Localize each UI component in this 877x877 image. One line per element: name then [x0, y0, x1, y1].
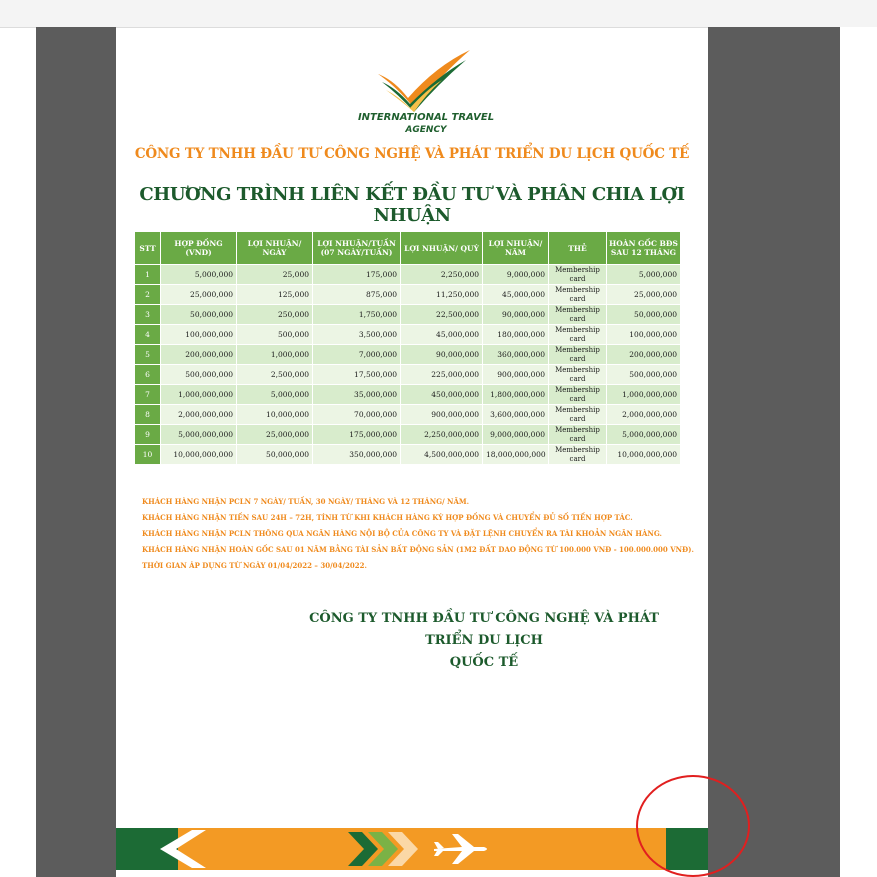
cell-profit-quarter: 4,500,000,000	[401, 445, 483, 465]
cell-card: Membership card	[549, 325, 607, 345]
cell-profit-day: 125,000	[237, 285, 313, 305]
note-line: THỜI GIAN ÁP DỤNG TỪ NGÀY 01/04/2022 – 30/04/2022.	[142, 561, 367, 570]
cell-profit-week: 3,500,000	[313, 325, 401, 345]
cell-contract: 5,000,000,000	[161, 425, 237, 445]
cell-profit-week: 70,000,000	[313, 405, 401, 425]
cell-stt: 4	[135, 325, 161, 345]
cell-contract: 1,000,000,000	[161, 385, 237, 405]
footer-banner	[116, 828, 708, 870]
cell-refund: 2,000,000,000	[607, 405, 681, 425]
cell-contract: 100,000,000	[161, 325, 237, 345]
cell-profit-quarter: 22,500,000	[401, 305, 483, 325]
cell-stt: 2	[135, 285, 161, 305]
cell-refund: 10,000,000,000	[607, 445, 681, 465]
cell-stt: 5	[135, 345, 161, 365]
header-profit-year: LỢI NHUẬN/ NĂM	[483, 232, 549, 265]
table-row	[135, 305, 681, 325]
header-card: THẺ	[549, 232, 607, 265]
cell-contract: 200,000,000	[161, 345, 237, 365]
table-row	[135, 285, 681, 305]
cell-refund: 100,000,000	[607, 325, 681, 345]
cell-contract: 10,000,000,000	[161, 445, 237, 465]
footer-decoration	[116, 828, 708, 870]
note-line: KHÁCH HÀNG NHẬN HOÀN GỐC SAU 01 NĂM BẰNG TÀI SẢN BẤT ĐỘNG SẢN (1M2 ĐẤT DAO ĐỘNG TỪ 100.000 VNĐ - 100.000.000 VNĐ).	[142, 545, 694, 554]
signature-line1: CÔNG TY TNHH ĐẦU TƯ CÔNG NGHỆ VÀ PHÁT TRIỂN DU LỊCH	[309, 611, 659, 648]
table-row	[135, 325, 681, 345]
table-header-row	[135, 232, 681, 265]
cell-stt: 3	[135, 305, 161, 325]
header-stt: STT	[135, 232, 161, 265]
logo-text-line2: AGENCY	[405, 125, 447, 135]
cell-card: Membership card	[549, 365, 607, 385]
viewer-gutter-left	[36, 27, 116, 877]
cell-profit-day: 1,000,000	[237, 345, 313, 365]
signature-block	[284, 608, 684, 674]
cell-refund: 50,000,000	[607, 305, 681, 325]
table-row	[135, 425, 681, 445]
cell-refund: 5,000,000,000	[607, 425, 681, 445]
cell-profit-year: 18,000,000,000	[483, 445, 549, 465]
cell-profit-week: 875,000	[313, 285, 401, 305]
cell-refund: 1,000,000,000	[607, 385, 681, 405]
signature-line2: QUỐC TẾ	[449, 655, 519, 670]
cell-card: Membership card	[549, 445, 607, 465]
airplane-icon	[434, 834, 487, 864]
scrollbar-track[interactable]	[840, 27, 877, 877]
cell-card: Membership card	[549, 265, 607, 285]
program-title: CHƯƠNG TRÌNH LIÊN KẾT ĐẦU TƯ VÀ PHÂN CHIA LỢI NHUẬN	[139, 184, 685, 226]
terms-notes	[142, 494, 702, 574]
cell-card: Membership card	[549, 345, 607, 365]
cell-profit-week: 175,000,000	[313, 425, 401, 445]
cell-profit-quarter: 90,000,000	[401, 345, 483, 365]
cell-stt: 7	[135, 385, 161, 405]
cell-profit-quarter: 225,000,000	[401, 365, 483, 385]
table-row	[135, 345, 681, 365]
cell-profit-year: 3,600,000,000	[483, 405, 549, 425]
cell-profit-week: 1,750,000	[313, 305, 401, 325]
document-page	[116, 32, 708, 870]
cell-profit-year: 900,000,000	[483, 365, 549, 385]
cell-profit-day: 25,000	[237, 265, 313, 285]
cell-card: Membership card	[549, 425, 607, 445]
cell-stt: 9	[135, 425, 161, 445]
cell-stt: 10	[135, 445, 161, 465]
cell-profit-week: 17,500,000	[313, 365, 401, 385]
cell-profit-week: 175,000	[313, 265, 401, 285]
cell-contract: 5,000,000	[161, 265, 237, 285]
cell-card: Membership card	[549, 285, 607, 305]
header-refund: HOÀN GỐC BĐS SAU 12 THÁNG	[607, 232, 681, 265]
cell-profit-quarter: 900,000,000	[401, 405, 483, 425]
header-profit-quarter: LỢI NHUẬN/ QUÝ	[401, 232, 483, 265]
cell-profit-year: 1,800,000,000	[483, 385, 549, 405]
cell-profit-day: 250,000	[237, 305, 313, 325]
cell-profit-quarter: 2,250,000	[401, 265, 483, 285]
cell-contract: 2,000,000,000	[161, 405, 237, 425]
logo-text-line1: INTERNATIONAL TRAVEL	[357, 112, 495, 123]
swoosh-checkmark-logo-icon	[356, 46, 496, 112]
cell-stt: 6	[135, 365, 161, 385]
annotation-circle	[636, 775, 750, 877]
header-profit-week: LỢI NHUẬN/TUẦN (07 NGÀY/TUẦN)	[313, 232, 401, 265]
cell-refund: 5,000,000	[607, 265, 681, 285]
header-profit-day: LỢI NHUẬN/ NGÀY	[237, 232, 313, 265]
cell-profit-quarter: 450,000,000	[401, 385, 483, 405]
cell-refund: 200,000,000	[607, 345, 681, 365]
cell-contract: 500,000,000	[161, 365, 237, 385]
cell-card: Membership card	[549, 405, 607, 425]
investment-table	[134, 231, 681, 465]
cell-profit-quarter: 45,000,000	[401, 325, 483, 345]
cell-card: Membership card	[549, 305, 607, 325]
cell-profit-day: 25,000,000	[237, 425, 313, 445]
table-row	[135, 405, 681, 425]
cell-profit-week: 350,000,000	[313, 445, 401, 465]
cell-profit-year: 90,000,000	[483, 305, 549, 325]
table-row	[135, 265, 681, 285]
cell-profit-week: 35,000,000	[313, 385, 401, 405]
header-contract: HỢP ĐỒNG (VND)	[161, 232, 237, 265]
viewer-gutter-right	[708, 27, 840, 877]
viewer-toolbar	[0, 0, 877, 28]
cell-refund: 500,000,000	[607, 365, 681, 385]
left-arrow-icon	[160, 830, 206, 868]
cell-profit-quarter: 2,250,000,000	[401, 425, 483, 445]
note-line: KHÁCH HÀNG NHẬN PCLN 7 NGÀY/ TUẦN, 30 NGÀY/ THÁNG VÀ 12 THÁNG/ NĂM.	[142, 497, 470, 506]
cell-profit-year: 9,000,000,000	[483, 425, 549, 445]
company-logo	[356, 46, 496, 141]
cell-profit-year: 9,000,000	[483, 265, 549, 285]
cell-profit-year: 45,000,000	[483, 285, 549, 305]
company-name-heading: CÔNG TY TNHH ĐẦU TƯ CÔNG NGHỆ VÀ PHÁT TRIỂN DU LỊCH QUỐC TẾ	[134, 146, 690, 162]
cell-profit-year: 360,000,000	[483, 345, 549, 365]
table-row	[135, 385, 681, 405]
cell-profit-day: 500,000	[237, 325, 313, 345]
cell-profit-year: 180,000,000	[483, 325, 549, 345]
table-row	[135, 445, 681, 465]
table-row	[135, 365, 681, 385]
note-line: KHÁCH HÀNG NHẬN TIỀN SAU 24H – 72H, TÍNH TỪ KHI KHÁCH HÀNG KÝ HỢP ĐỒNG VÀ CHUYỂN ĐỦ SỐ TIỀN HỢP TÁC.	[142, 513, 633, 522]
cell-profit-day: 2,500,000	[237, 365, 313, 385]
note-line: KHÁCH HÀNG NHẬN PCLN THÔNG QUA NGÂN HÀNG NỘI BỘ CỦA CÔNG TY VÀ ĐẶT LỆNH CHUYỂN RA TÀI KHOẢN NGÂN HÀNG.	[142, 529, 662, 538]
cell-refund: 25,000,000	[607, 285, 681, 305]
cell-profit-week: 7,000,000	[313, 345, 401, 365]
cell-profit-day: 10,000,000	[237, 405, 313, 425]
cell-profit-quarter: 11,250,000	[401, 285, 483, 305]
cell-card: Membership card	[549, 385, 607, 405]
cell-stt: 8	[135, 405, 161, 425]
cell-profit-day: 5,000,000	[237, 385, 313, 405]
cell-stt: 1	[135, 265, 161, 285]
cell-contract: 25,000,000	[161, 285, 237, 305]
cell-profit-day: 50,000,000	[237, 445, 313, 465]
cell-contract: 50,000,000	[161, 305, 237, 325]
